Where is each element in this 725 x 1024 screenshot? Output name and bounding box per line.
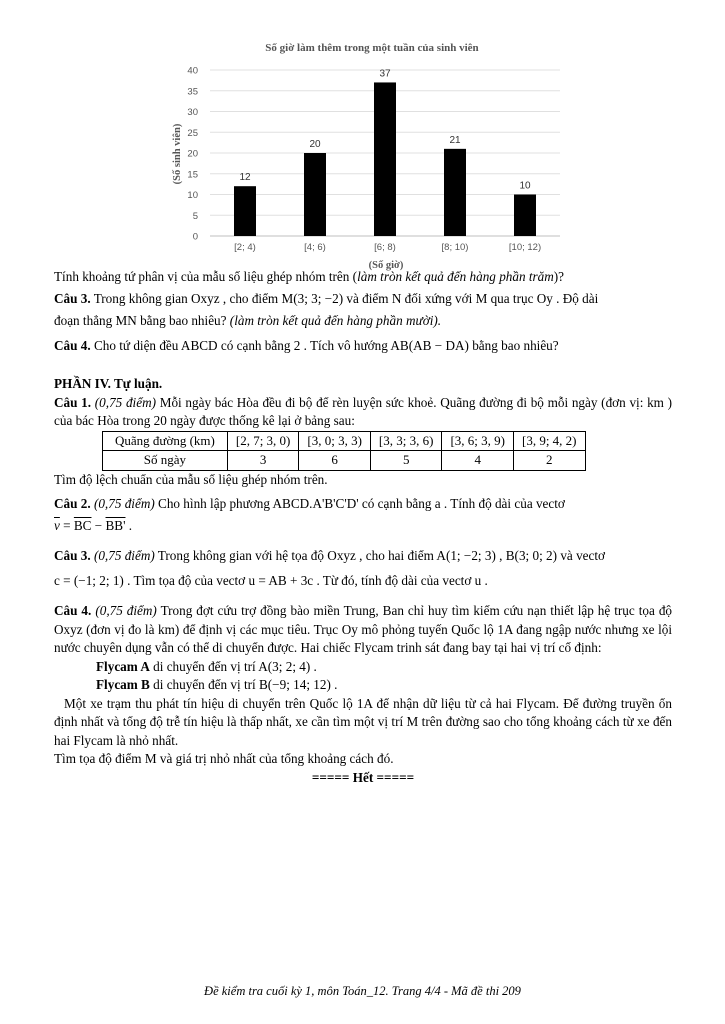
part4-c2: Câu 2. (0,75 điểm) Cho hình lập phương ABCD.A'B'C'D' có cạnh bằng a . Tính độ dài của vectơ	[54, 496, 565, 511]
table-cell: [3, 9; 4, 2)	[513, 431, 585, 451]
table-head-days: Số ngày	[103, 451, 228, 471]
y-tick-label: 40	[187, 65, 198, 77]
table-cell: 3	[227, 451, 299, 471]
bar	[304, 153, 326, 236]
part4-c2-vector: $\overline{v} = \overline{BC} - BB'$ .	[54, 517, 133, 533]
chart-title: Số giờ làm thêm trong một tuần của sinh viên	[265, 42, 479, 54]
bar	[374, 82, 396, 236]
table-cell: [3, 3; 3, 6)	[370, 431, 442, 451]
table-cell: [3, 6; 3, 9)	[442, 431, 514, 451]
flycam-b: Flycam B di chuyển đến vị trí B(−9; 14; 12) .	[96, 677, 338, 692]
table-head-distance: Quãng đường (km)	[103, 431, 228, 451]
part4-c3: Câu 3. (0,75 điểm) Trong không gian với hệ tọa độ Oxyz , cho hai điểm A(1; −2; 3) , B(3; 0; 2) và vectơ	[54, 548, 606, 563]
x-tick-label: [8; 10)	[441, 242, 469, 253]
y-tick-label: 25	[187, 127, 198, 139]
bar	[444, 149, 466, 236]
y-tick-label: 30	[187, 107, 198, 118]
y-tick-label: 15	[187, 169, 198, 181]
table-cell: [3, 0; 3, 3)	[299, 431, 371, 451]
chart-y-label: (Số sinh viên)	[172, 123, 183, 185]
x-tick-label: [2; 4)	[234, 242, 256, 253]
chart-bars	[234, 68, 536, 236]
table-cell: 4	[442, 451, 514, 471]
table-row	[103, 431, 586, 451]
bar-value-label: 10	[519, 180, 531, 192]
part3-q4: Câu 4. Cho tứ diện đều ABCD có cạnh bằng 2 . Tích vô hướng AB(AB − DA) bằng bao nhiêu?	[54, 337, 559, 353]
table-cell: [2, 7; 3, 0)	[227, 431, 299, 451]
part4-c4-para2: Một xe trạm thu phát tín hiệu di chuyển trên Quốc lộ 1A để nhận dữ liệu từ cả hai Flycam. Để đường truyền ổn định nhất và tổng độ trễ tín hiệu là thấp nhất, xe cần tìm một vị trí M trên đường sao cho tổng khoảng cách từ xe đến hai Flycam là nhỏ nhất.	[54, 695, 672, 748]
y-tick-label: 5	[192, 210, 198, 222]
distance-table	[102, 431, 586, 471]
bar	[234, 186, 256, 236]
chart-x-label: (Số giờ)	[368, 260, 404, 271]
x-tick-label: [10; 12)	[508, 242, 542, 253]
part4-c4: Câu 4. (0,75 điểm) Trong đợt cứu trợ đồng bào miền Trung, Ban chỉ huy tìm kiếm cứu nạn thiết lập hệ trục tọa độ Oxyz (đơn vị đo là km) để định vị các mục tiêu. Trục Oy mô phỏng tuyến Quốc lộ 1A đang ngập nước nhưng xe lội nước chuyên dụng vẫn có thể di chuyển được. Hai chiếc Flycam trinh sát đang bay tại hai vị trí cố định:	[54, 603, 673, 655]
part4-c4-question: Tìm tọa độ điểm M và giá trị nhỏ nhất của tổng khoảng cách đó.	[54, 751, 394, 766]
page-footer: Đề kiểm tra cuối kỳ 1, môn Toán_12. Trang 4/4 - Mã đề thi 209	[204, 984, 521, 998]
x-tick-label: [4; 6)	[304, 242, 326, 253]
table-cell: 5	[370, 451, 442, 471]
y-tick-label: 10	[187, 190, 198, 201]
part4-c3-line2: c = (−1; 2; 1) . Tìm tọa độ của vectơ u = AB + 3c . Từ đó, tính độ dài của vectơ u .	[54, 572, 488, 588]
flycam-a: Flycam A di chuyển đến vị trí A(3; 2; 4) .	[96, 658, 317, 674]
chart-y-ticks	[187, 66, 198, 243]
part3-q3: Câu 3. Trong không gian Oxyz , cho điểm M(3; 3; −2) và điểm N đối xứng với M qua trục Oy . Độ dài	[54, 290, 599, 306]
x-tick-label: [6; 8)	[374, 242, 396, 253]
bar-chart	[160, 36, 580, 276]
bar-value-label: 20	[309, 139, 321, 150]
y-tick-label: 0	[192, 231, 198, 243]
bar-value-label: 37	[379, 68, 391, 80]
bar	[514, 195, 536, 237]
table-cell: 6	[299, 451, 371, 471]
bar-value-label: 12	[239, 172, 251, 184]
part4-c1-question: Tìm độ lệch chuẩn của mẫu số liệu ghép nhóm trên.	[54, 471, 328, 487]
y-tick-label: 20	[187, 148, 198, 160]
table-row	[103, 451, 586, 471]
chart-svg	[160, 36, 580, 276]
chart-x-ticks	[234, 242, 541, 253]
part3-q2-tail: Tính khoảng tứ phân vị của mẫu số liệu ghép nhóm trên (làm tròn kết quả đến hàng phần trăm)?	[54, 269, 565, 284]
table-cell: 2	[513, 451, 585, 471]
bar-value-label: 21	[449, 134, 461, 146]
part3-q3-line2: đoạn thẳng MN bằng bao nhiêu? (làm tròn kết quả đến hàng phần mười).	[54, 313, 442, 328]
part4-c1: Câu 1. (0,75 điểm) Mỗi ngày bác Hòa đều đi bộ để rèn luyện sức khoẻ. Quãng đường đi bộ mỗi ngày (đơn vị: km ) của bác Hòa trong 20 ngày được thống kê lại ở bảng sau:	[54, 394, 673, 428]
y-tick-label: 35	[187, 86, 198, 98]
part4-heading: PHẦN IV. Tự luận.	[54, 376, 163, 391]
exam-content	[54, 268, 672, 787]
end-mark: ===== Hết =====	[311, 769, 415, 785]
